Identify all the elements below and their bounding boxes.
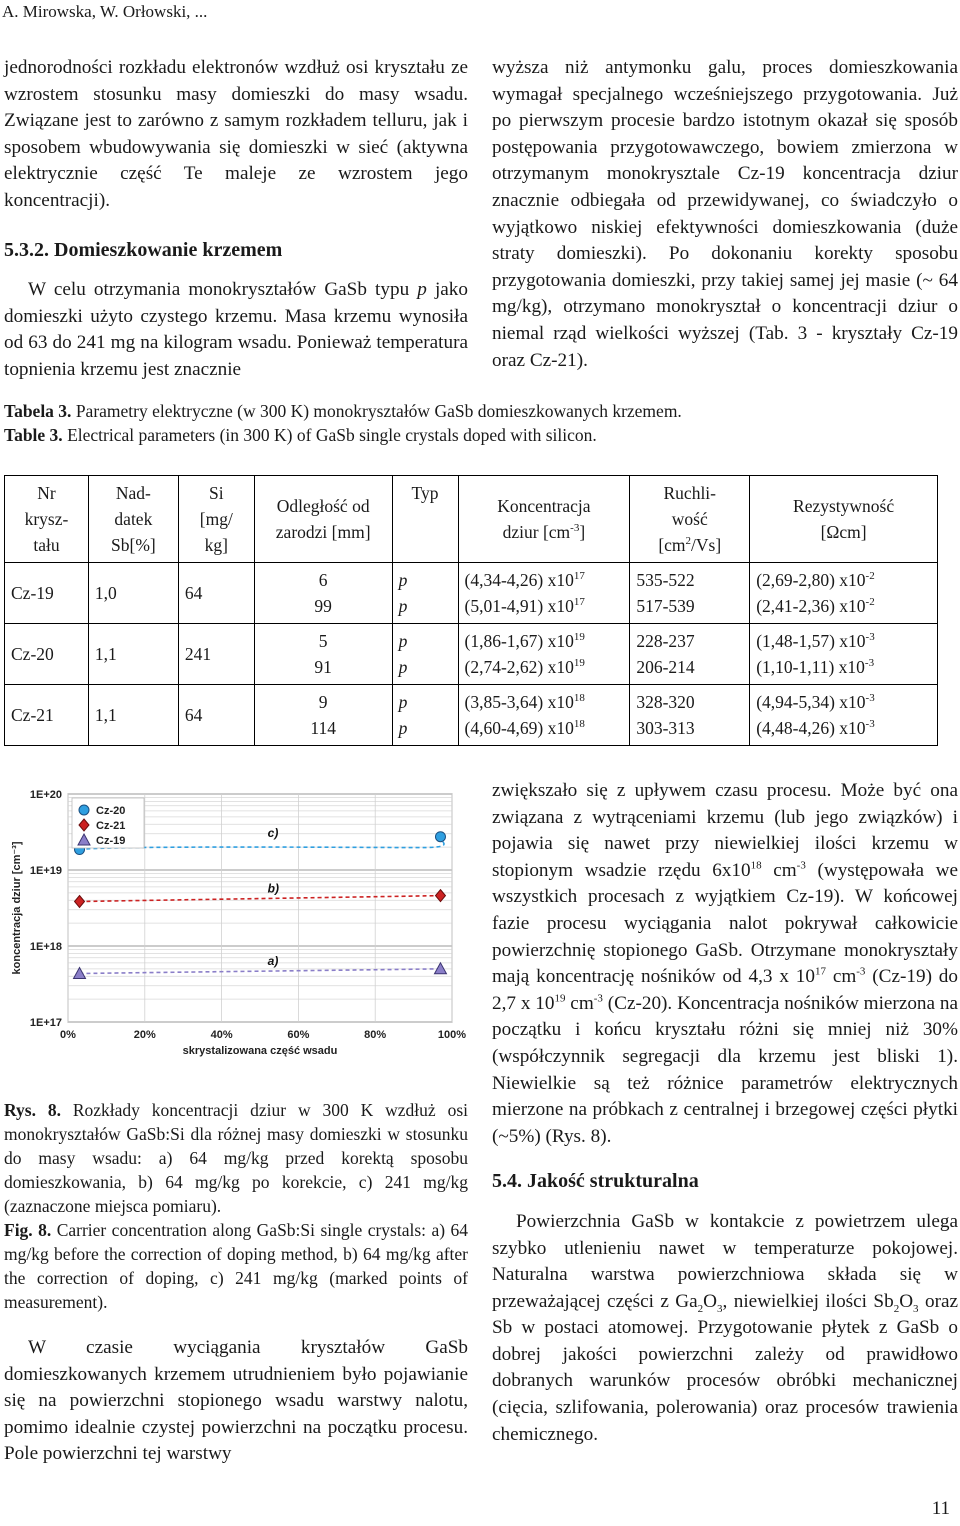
x-tick-label: 0% — [60, 1029, 76, 1041]
column-left-bottom — [4, 1335, 468, 1468]
header-naddatek: Nad- datek Sb[%] — [88, 476, 178, 563]
legend-label: Cz-20 — [96, 805, 126, 817]
table-row: Cz-21 1,1 64 9 114 p p (3,85-3,64) $x10^{18}$ (4,60-4,69) $x10^{18}$ 328-320 303-313 (4,94-5,34) $x10^{-3}$ (4,48-4,26) $x10^{-3}$ — [5, 685, 938, 746]
column-left-top — [4, 55, 468, 384]
table-header-row — [5, 476, 938, 563]
column-right-bottom — [492, 778, 958, 1448]
x-tick-label: 100% — [437, 1029, 467, 1041]
concentration-chart — [4, 782, 468, 1092]
x-tick-label: 40% — [210, 1029, 233, 1041]
x-tick-label: 80% — [364, 1029, 387, 1041]
header-rezystywnosc: Rezystywność [Ωcm] — [750, 476, 938, 563]
table-caption: Tabela 3. Parametry elektryczne (w 300 K) monokryształów GaSb domieszkowanych krzemem. Table 3. Electrical parameters (in 300 K) of GaSb single crystals doped with silicon. — [4, 401, 682, 445]
table-row: Cz-19 1,0 64 6 99 p p (4,34-4,26) $x10^{17}$ (5,01-4,91) $x10^{17}$ 535-522 517-539 (2,69-2,80) $x10^{-2}$ (2,41-2,36) $x10^{-2}$ — [5, 563, 938, 624]
paragraph: jednorodności rozkładu elektronów wzdłuż osi kryształu ze wzrostem stosunku masy domieszki do masy wsadu. Związane jest to zarówno z samym rozkładem telluru, jak i sposobem wbudowywania się domieszki w sieć (aktywna elektrycznie część Te maleje ze wzrostem jego koncentracji). — [4, 57, 468, 211]
page-number: 11 — [931, 1498, 950, 1519]
y-tick-label: 1E+20 — [29, 789, 62, 801]
series-annotation: c) — [267, 826, 279, 841]
paragraph: Powierzchnia GaSb w kontakcie z powietrzem ulega szybko utlenieniu nawet w temperaturze pokojowej. Naturalna warstwa powierzchniowa składa się w przeważającej części z $Ga_2O_3$, niewielkiej ilości $Sb_2O_3$ oraz Sb w postaci atomowej. Przygotowanie płytek z GaSb o dobrej jakości powierzchni zależy od prawidłowo dobranych warunków procesów obróbki mechanicznej (cięcia, szlifowania, polerowania) oraz procesów trawienia chemicznego. — [492, 1210, 958, 1445]
data-point-cz-20 — [435, 832, 445, 842]
figure-caption-pl: Rys. 8. Rozkłady koncentracji dziur w 300 K wzdłuż osi monokryształów GaSb:Si dla różnej masy domieszki w stosunku do masy wsadu: a) 64 mg/kg przed korektą sposobu domieszkowania, b) 64 mg/kg po korekcie, c) 241 mg/kg (zaznaczone miejsca pomiaru). — [4, 1100, 468, 1216]
figure-caption-en: Fig. 8. Carrier concentration along GaSb:Si single crystals: a) 64 mg/kg before the correction of doping method, b) 64 mg/kg after the correction of doping, c) 241 mg/kg (marked points of measurement). — [4, 1220, 468, 1312]
figure-caption — [4, 1098, 468, 1314]
header-koncentracja: Koncentracja dziur $[cm^{-3}]$ — [458, 476, 630, 563]
header-si: Si [mg/ kg] — [178, 476, 254, 563]
y-tick-label: 1E+18 — [29, 941, 62, 953]
x-axis-label: skrystalizowana część wsadu — [182, 1045, 338, 1057]
paragraph: wyższa niż antymonku galu, proces domieszkowania wymagał specjalnego wcześniejszego przygotowania. Już po pierwszym procesie bardzo istotnym okazał się sposób postępowania przygotowawczego, bowiem zmierzona w otrzymanym monokrysztale Cz-19 koncentracja dziur znacznie odbiegała od przewidywanej, co świadczyło o wyjątkowo niskiej efektywności domieszkowania (duże straty domieszki). Po dokonaniu korekty sposobu przygotowania domieszki, przy takiej samej jej masie (~ 64 mg/kg), otrzymano monokryształ o koncentracji dziur o niemal rząd wielkości wyższej (Tab. 3 - kryształy Cz-19 oraz Cz-21). — [492, 57, 958, 371]
series-annotation: a) — [267, 954, 279, 969]
section-heading: 5.4. Jakość strukturalna — [492, 1170, 699, 1193]
running-head: A. Mirowska, W. Orłowski, ... — [2, 2, 208, 21]
header-ruchliwosc: Ruchli- wość $[cm^2/Vs]$ — [630, 476, 750, 563]
header-odleglosc: Odległość od zarodzi [mm] — [254, 476, 392, 563]
table-row: Cz-20 1,1 241 5 91 p p (1,86-1,67) $x10^{19}$ (2,74-2,62) $x10^{19}$ 228-237 206-214 (1,48-1,57) $x10^{-3}$ (1,10-1,11) $x10^{-3}$ — [5, 624, 938, 685]
x-tick-label: 60% — [287, 1029, 310, 1041]
y-tick-label: 1E+19 — [29, 865, 62, 877]
legend-label: Cz-21 — [96, 820, 126, 832]
paragraph: W celu otrzymania monokryształów GaSb typu p jako domieszki użyto czystego krzemu. Masa krzemu wynosiła od 63 do 241 mg na kilogram wsadu. Ponieważ temperatura topnienia krzemu jest znacznie — [4, 279, 468, 380]
y-tick-label: 1E+17 — [29, 1017, 62, 1029]
legend-marker — [79, 805, 89, 815]
y-axis-label: koncentracja dziur [cm⁻³] — [11, 841, 23, 975]
header-typ: Typ — [392, 476, 458, 563]
paragraph: W czasie wyciągania kryształów GaSb domieszkowanych krzemem utrudnieniem było pojawianie się na powierzchni stopionego wsadu warstwy nalotu, pomimo idealnie czystej powierzchni na początku procesu. Pole powierzchni tej warstwy — [4, 1337, 468, 1465]
section-heading: 5.3.2. Domieszkowanie krzemem — [4, 238, 283, 261]
parameters-table — [4, 475, 938, 746]
series-annotation: b) — [267, 881, 280, 896]
legend-label: Cz-19 — [96, 835, 126, 847]
paragraph: zwiększało się z upływem czasu procesu. Może być ona związana z wytrąceniami krzemu (lub jego związków) i pojawia się nawet przy niewielkiej ilości krzemu w stopionym wsadzie rzędu $6x10^{18}$ $cm^{-3}$ (występowała we wszystkich procesach z wyjątkiem Cz-19). W końcowej fazie procesu wyciągania nalot pokrywał całkowicie powierzchnię stopionego GaSb. Otrzymane monokryształy mają koncentrację nośników od 4,3 x $10^{17}$ $cm^{-3}$ (Cz-19) do 2,7 x $10^{19}$ $cm^{-3}$ (Cz-20). Koncentracja nośników mierzona na początku i końcu kryształu różni się mniej niż 30% (współczynnik segregacji dla krzemu jest bliski 1). Niewielkie są też różnice parametrów elektrycznych mierzone na próbkach z centralnej i brzegowej części płytki (~5%) (Rys. 8). — [492, 780, 958, 1147]
header-nr: Nr krysz- tału — [5, 476, 89, 563]
x-tick-label: 20% — [133, 1029, 156, 1041]
column-right-top — [492, 55, 958, 374]
